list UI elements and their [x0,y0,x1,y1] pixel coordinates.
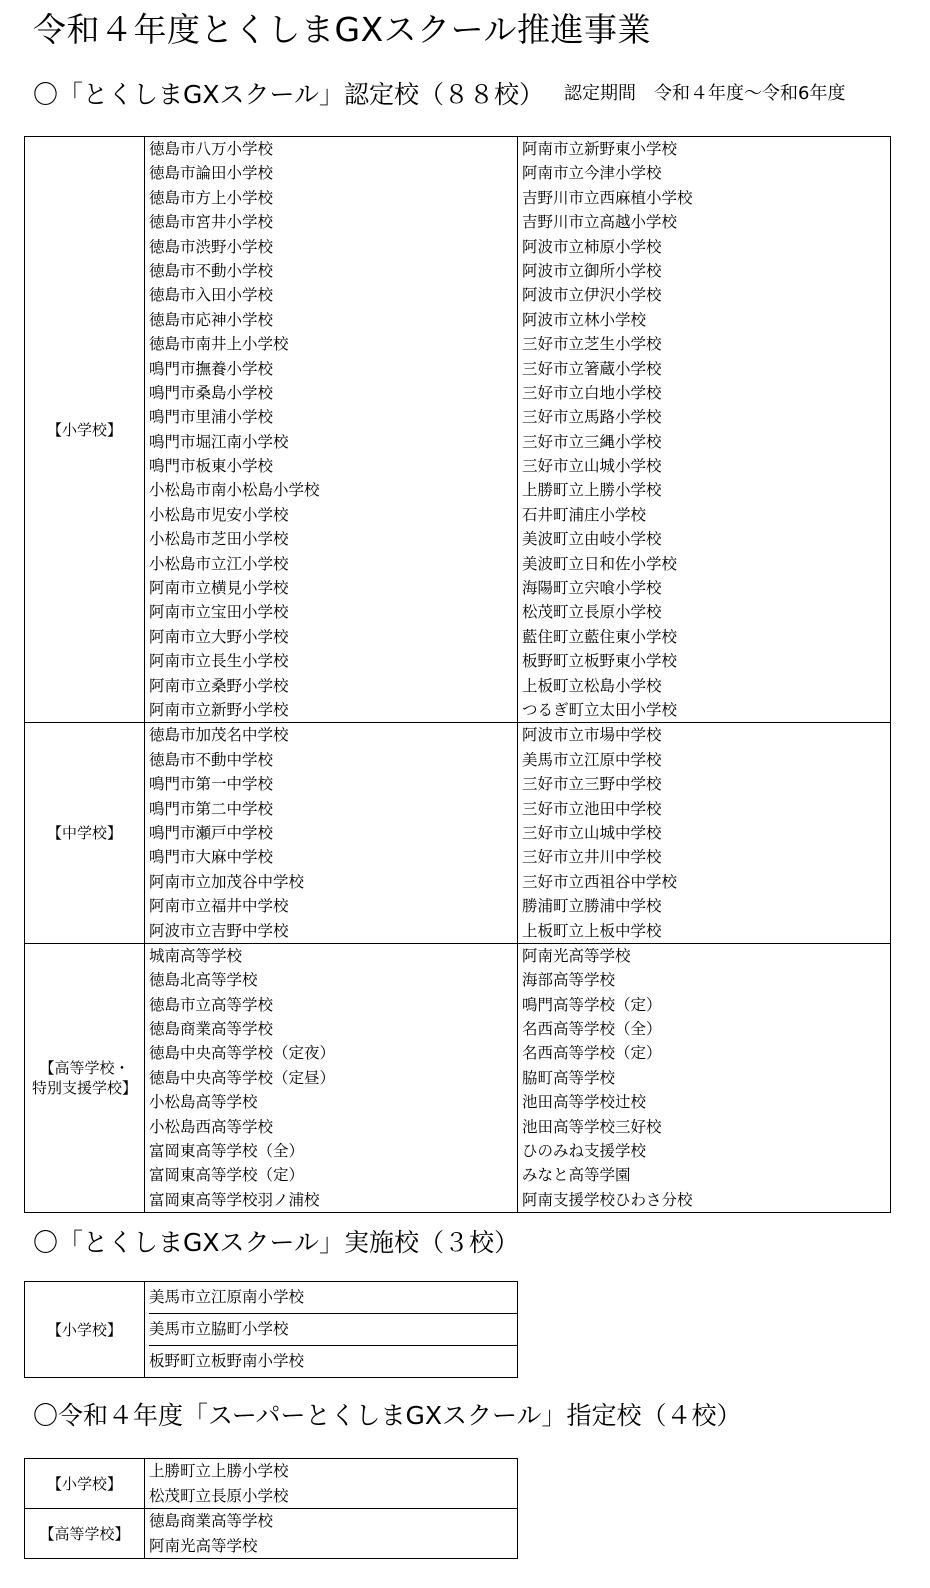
school-name: 松茂町立長原小学校 [149,1486,289,1505]
high-school-list-left [145,943,518,1212]
page-title: 令和４年度とくしまGXスクール推進事業 [33,10,652,49]
school-name: 勝浦町立勝浦中学校 [522,897,662,916]
school-name: 鳴門市桑島小学校 [149,383,274,402]
school-name: 阿南市立今津小学校 [522,164,662,183]
school-name: 三好市立西祖谷中学校 [522,872,678,891]
school-name: 鳴門市里浦小学校 [149,408,274,427]
school-name: 富岡東高等学校（全） [149,1142,305,1161]
school-name: 阿波市立吉野中学校 [149,921,289,940]
super-high-school-list [145,1509,518,1559]
category-high-school-line2: 特別支援学校】 [31,1079,137,1098]
school-name: 阿南光高等学校 [149,1536,258,1555]
category-junior-high: 【中学校】 [25,723,145,944]
school-name: 上板町立松島小学校 [522,676,662,695]
school-name: 阿南市立大野小学校 [149,627,289,646]
school-name: 阿波市立柿原小学校 [522,237,662,256]
school-name: 鳴門市堀江南小学校 [149,432,289,451]
school-name: 徳島市宮井小学校 [149,213,274,232]
school-name: 藍住町立藍住東小学校 [522,627,678,646]
school-name: 三好市立池田中学校 [522,799,662,818]
school-name: 三好市立馬路小学校 [522,408,662,427]
school-name: 阿波市立御所小学校 [522,261,662,280]
school-name: 海陽町立宍喰小学校 [522,579,662,598]
school-name: 板野町立板野南小学校 [149,1352,305,1370]
school-name: 吉野川市立西麻植小学校 [522,188,693,207]
implementing-category: 【小学校】 [25,1282,145,1378]
school-name: 三好市立井川中学校 [522,848,662,867]
super-schools-heading: 〇令和４年度「スーパーとくしまGXスクール」指定校（４校） [33,1401,742,1430]
school-name: 松茂町立長原小学校 [522,603,662,622]
school-name: 阿波市立市場中学校 [522,726,662,745]
school-name: 美波町立由岐小学校 [522,530,662,549]
school-name: 小松島市芝田小学校 [149,530,289,549]
school-name: 上板町立上板中学校 [522,921,662,940]
school-name: 脇町高等学校 [522,1068,616,1087]
school-name: ひのみね支援学校 [522,1142,647,1161]
school-name: 徳島市加茂名中学校 [149,726,289,745]
school-name: 阿南市立宝田小学校 [149,603,289,622]
school-name: 阿南支援学校ひわさ分校 [522,1190,693,1209]
school-name: 徳島市論田小学校 [149,164,274,183]
school-name: 名西高等学校（定） [522,1044,662,1063]
super-category-elementary: 【小学校】 [25,1459,145,1509]
school-name: 徳島市不動中学校 [149,750,274,769]
school-name: 阿南光高等学校 [522,946,631,965]
super-category-high-school: 【高等学校】 [25,1509,145,1559]
school-name: 徳島市応神小学校 [149,310,274,329]
school-name: 徳島商業高等学校 [149,1020,274,1039]
school-name: 三好市立山城中学校 [522,823,662,842]
school-name: 徳島市八万小学校 [149,140,274,158]
implementing-elementary-row [25,1282,518,1378]
school-name: 阿南市立長生小学校 [149,652,289,671]
school-name: 鳴門高等学校（定） [522,995,662,1014]
school-name: 徳島中央高等学校（定夜） [149,1044,336,1063]
school-name: 阿波市立林小学校 [522,310,647,329]
elementary-group-row [25,137,891,723]
school-name: 上勝町立上勝小学校 [149,1462,289,1480]
school-name: 鳴門市撫養小学校 [149,359,274,378]
school-name: 鳴門市第二中学校 [149,799,274,818]
category-high-school [25,943,145,1212]
school-name: 石井町浦庄小学校 [522,505,647,524]
school-name: 板野町立板野東小学校 [522,652,678,671]
implementing-schools-table [24,1281,518,1378]
category-high-school-line1: 【高等学校・ [39,1059,130,1078]
school-name: 鳴門市板東小学校 [149,457,274,476]
school-name: 鳴門市瀬戸中学校 [149,823,274,842]
school-name: 阿南市立新野小学校 [149,700,289,719]
school-name: 富岡東高等学校（定） [149,1166,305,1185]
school-name: 美馬市立江原中学校 [522,750,662,769]
school-name: 阿南市立桑野小学校 [149,676,289,695]
junior-high-list-left [145,723,518,944]
school-name: 三好市立白地小学校 [522,383,662,402]
school-name: 徳島北高等学校 [149,971,258,990]
school-name: 阿波市立伊沢小学校 [522,286,662,305]
school-name: 上勝町立上勝小学校 [522,481,662,500]
school-name: 阿南市立横見小学校 [149,579,289,598]
school-name: 阿南市立新野東小学校 [522,140,678,158]
school-name: 富岡東高等学校羽ノ浦校 [149,1190,320,1209]
school-name: 小松島高等学校 [149,1093,258,1112]
school-name: 徳島市入田小学校 [149,286,274,305]
school-name: 三好市立三野中学校 [522,775,662,794]
school-name: 鳴門市第一中学校 [149,775,274,794]
implementing-school-list [145,1282,518,1378]
school-name: 吉野川市立高越小学校 [522,213,678,232]
junior-high-list-right [518,723,891,944]
certification-period: 認定期間 令和４年度～令和6年度 [564,83,846,104]
school-name: 三好市立箸蔵小学校 [522,359,662,378]
high-school-group-row [25,943,891,1212]
implementing-schools-heading: 〇「とくしまGXスクール」実施校（３校） [33,1228,520,1257]
certified-schools-table [24,136,891,1213]
school-name: 徳島市不動小学校 [149,261,274,280]
school-name: 海部高等学校 [522,971,616,990]
high-school-list-right [518,943,891,1212]
super-schools-table [24,1458,518,1559]
super-elementary-list [145,1459,518,1509]
school-name: 徳島市南井上小学校 [149,335,289,354]
school-name: 三好市立芝生小学校 [522,335,662,354]
school-name: 小松島市立江小学校 [149,554,289,573]
school-name: 徳島市立高等学校 [149,995,274,1014]
school-name: 美馬市立脇町小学校 [149,1314,517,1346]
certified-schools-heading: 〇「とくしまGXスクール」認定校（８８校） [33,80,545,109]
school-name: 徳島商業高等学校 [149,1512,274,1530]
school-name: 徳島市方上小学校 [149,188,274,207]
school-name: 徳島市渋野小学校 [149,237,274,256]
school-name: みなと高等学園 [522,1166,631,1185]
school-name: 池田高等学校辻校 [522,1093,647,1112]
school-name: 阿南市立加茂谷中学校 [149,872,305,891]
school-name: つるぎ町立太田小学校 [522,700,678,719]
super-elementary-row [25,1459,518,1509]
school-name: 小松島西高等学校 [149,1117,274,1136]
school-name: 三好市立三縄小学校 [522,432,662,451]
school-name: 小松島市児安小学校 [149,505,289,524]
school-name: 美波町立日和佐小学校 [522,554,678,573]
school-name: 城南高等学校 [149,946,243,965]
school-name: 三好市立山城小学校 [522,457,662,476]
elementary-list-left [145,137,518,723]
school-name: 阿南市立福井中学校 [149,897,289,916]
super-high-school-row [25,1509,518,1559]
school-name: 名西高等学校（全） [522,1020,662,1039]
school-name: 小松島市南小松島小学校 [149,481,320,500]
school-name: 鳴門市大麻中学校 [149,848,274,867]
category-elementary: 【小学校】 [25,137,145,723]
junior-high-group-row [25,723,891,944]
school-name: 池田高等学校三好校 [522,1117,662,1136]
elementary-list-right [518,137,891,723]
school-name: 徳島中央高等学校（定昼） [149,1068,336,1087]
school-name: 美馬市立江原南小学校 [149,1282,517,1314]
